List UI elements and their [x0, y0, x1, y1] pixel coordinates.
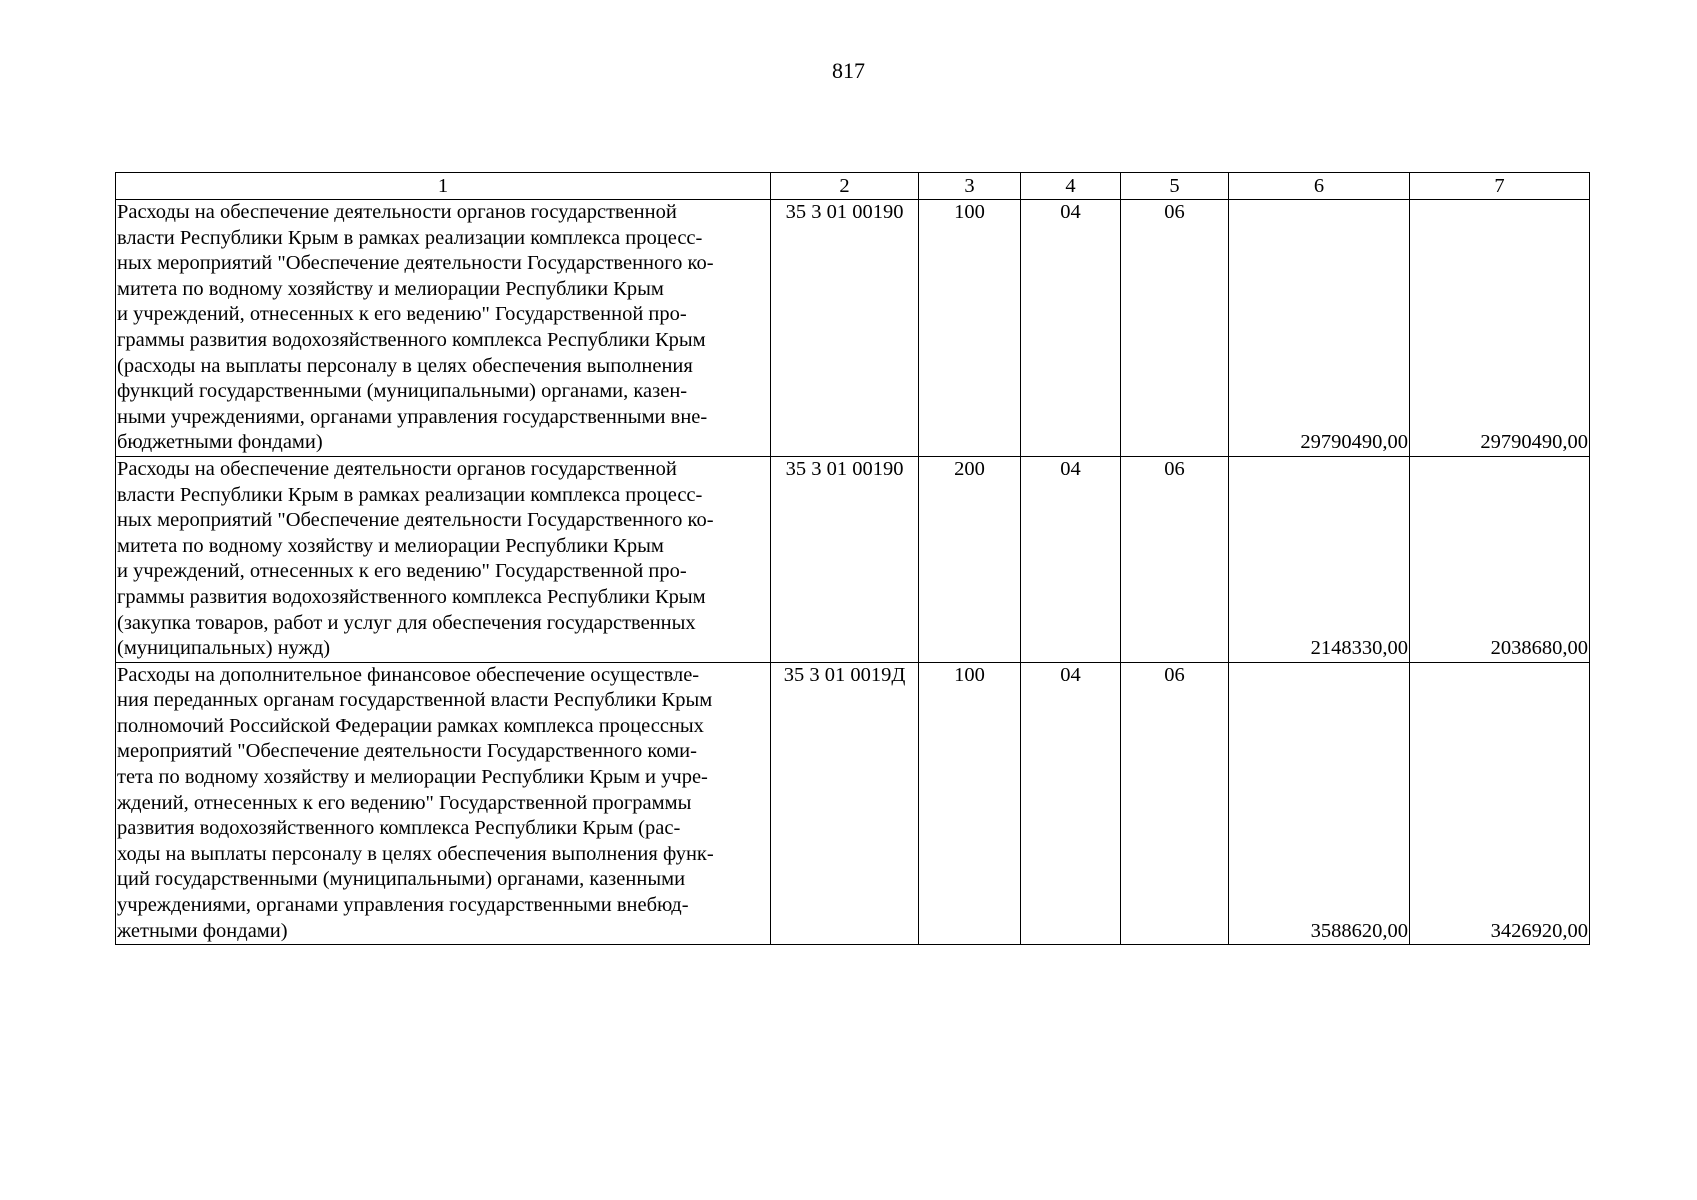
- row-section: 04: [1021, 456, 1121, 662]
- row-target-code: 35 3 01 00190: [771, 456, 919, 662]
- row-description: Расходы на обеспечение деятельности органов государственной власти Республики Крым в рамках реализации комплекса процесс- ных мероприятий "Обеспечение деятельности Государственного ко- митета по водному хозяйству и мелиорации Республики Крым и учреждений, отнесенных к его ведению" Государственной про- граммы развития водохозяйственного комплекса Республики Крым (закупка товаров, работ и услуг для обеспечения государственных (муниципальных) нужд): [116, 456, 771, 662]
- column-header-5: 5: [1121, 173, 1229, 200]
- budget-table: [115, 172, 1590, 945]
- row-amount-col7: 2038680,00: [1410, 456, 1590, 662]
- column-header-1: 1: [116, 173, 771, 200]
- row-amount-col6: 2148330,00: [1229, 456, 1410, 662]
- row-expense-type: 100: [919, 662, 1021, 945]
- row-description: Расходы на дополнительное финансовое обеспечение осуществле- ния переданных органам государственной власти Республики Крым полномочий Российской Федерации рамках комплекса процессных мероприятий "Обеспечение деятельности Государственного коми- тета по водному хозяйству и мелиорации Республики Крым и учре- ждений, отнесенных к его ведению" Государственной программы развития водохозяйственного комплекса Республики Крым (рас- ходы на выплаты персоналу в целях обеспечения выполнения функ- ций государственными (муниципальными) органами, казенными учреждениями, органами управления государственными внебюд- жетными фондами): [116, 662, 771, 945]
- row-description: Расходы на обеспечение деятельности органов государственной власти Республики Крым в рамках реализации комплекса процесс- ных мероприятий "Обеспечение деятельности Государственного ко- митета по водному хозяйству и мелиорации Республики Крым и учреждений, отнесенных к его ведению" Государственной про- граммы развития водохозяйственного комплекса Республики Крым (расходы на выплаты персоналу в целях обеспечения выполнения функций государственными (муниципальными) органами, казен- ными учреждениями, органами управления государственными вне- бюджетными фондами): [116, 200, 771, 457]
- table-row: [116, 456, 1590, 662]
- row-target-code: 35 3 01 00190: [771, 200, 919, 457]
- page-number: 817: [832, 58, 865, 83]
- row-subsection: 06: [1121, 662, 1229, 945]
- column-header-2: 2: [771, 173, 919, 200]
- column-header-3: 3: [919, 173, 1021, 200]
- table-row: [116, 662, 1590, 945]
- table-row: [116, 200, 1590, 457]
- row-target-code: 35 3 01 0019Д: [771, 662, 919, 945]
- column-header-6: 6: [1229, 173, 1410, 200]
- row-amount-col6: 29790490,00: [1229, 200, 1410, 457]
- row-amount-col7: 29790490,00: [1410, 200, 1590, 457]
- row-subsection: 06: [1121, 200, 1229, 457]
- row-section: 04: [1021, 662, 1121, 945]
- row-amount-col6: 3588620,00: [1229, 662, 1410, 945]
- row-expense-type: 100: [919, 200, 1021, 457]
- row-section: 04: [1021, 200, 1121, 457]
- row-amount-col7: 3426920,00: [1410, 662, 1590, 945]
- table-header-row: [116, 173, 1590, 200]
- column-header-7: 7: [1410, 173, 1590, 200]
- column-header-4: 4: [1021, 173, 1121, 200]
- row-expense-type: 200: [919, 456, 1021, 662]
- row-subsection: 06: [1121, 456, 1229, 662]
